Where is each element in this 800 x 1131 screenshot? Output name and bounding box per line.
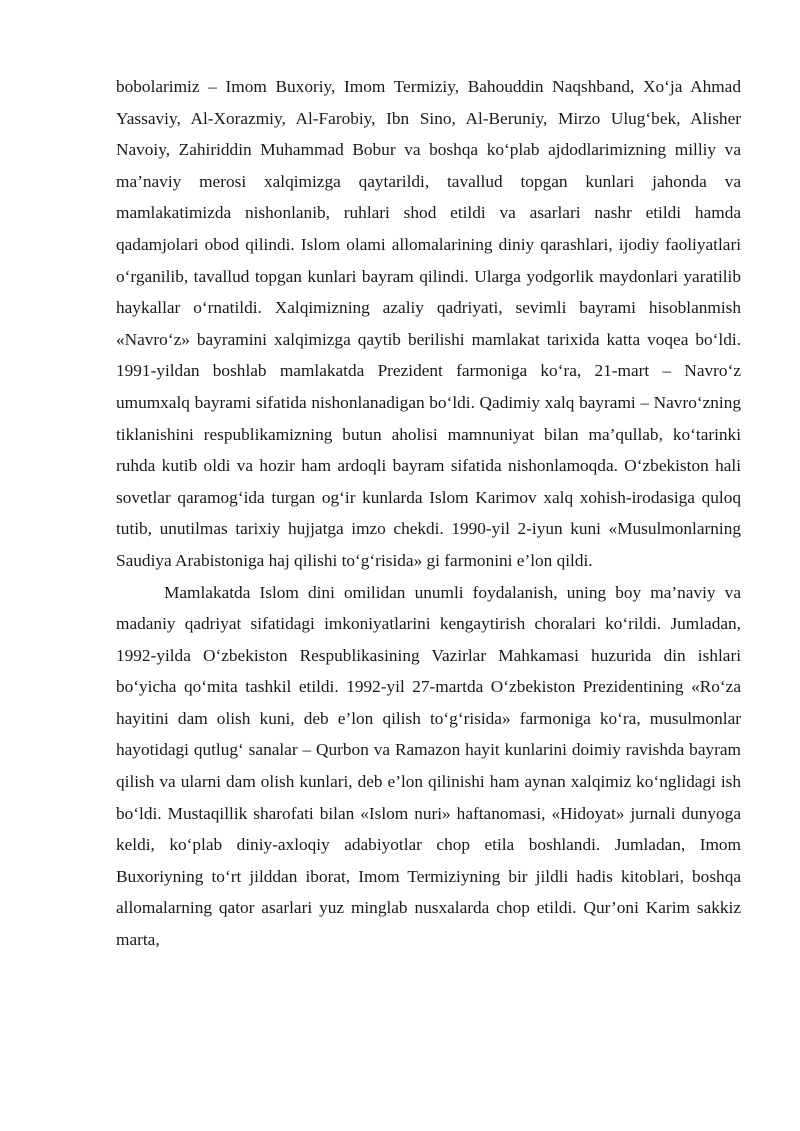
paragraph-islam-policy: Mamlakatda Islom dini omilidan unumli foydalanish, uning boy ma’naviy va madaniy qadriyat sifatidagi imkoniyatlarini kengaytirish choralari ko‘rildi. Jumladan, 1992-yilda O‘zbekiston Respublikasining Vazirlar Mahkamasi huzurida din ishlari bo‘yicha qo‘mita tashkil etildi. 1992-yil 27-martda O‘zbekiston Prezidentining «Ro‘za hayitini dam olish kuni, deb e’lon qilish to‘g‘risida» farmoniga ko‘ra, musulmonlar hayotidagi qutlug‘ sanalar – Qurbon va Ramazon hayit kunlarini doimiy ravishda bayram qilish va ularni dam olish kunlari, deb e’lon qilinishi ham aynan xalqimiz ko‘nglidagi ish bo‘ldi. Mustaqillik sharofati bilan «Islom nuri» haftanomasi, «Hidoyat» jurnali dunyoga keldi, ko‘plab diniy-axloqiy adabiyotlar chop etila boshlandi. Jumladan, Imom Buxoriyning to‘rt jilddan iborat, Imom Termiziyning bir jildli hadis kitoblari, boshqa allomalarning qator asarlari yuz minglab nusxalarda chop etildi. Qur’oni Karim sakkiz marta, xyxy=(116,582,741,950)
document-body xyxy=(116,71,741,956)
paragraph-continued: bobolarimiz – Imom Buxoriy, Imom Termiziy, Bahouddin Naqshband, Xo‘ja Ahmad Yassaviy, Al-Xorazmiy, Al-Farobiy, Ibn Sino, Al-Beruniy, Mirzo Ulug‘bek, Alisher Navoiy, Zahiriddin Muhammad Bobur va boshqa ko‘plab ajdodlarimizning milliy va ma’naviy merosi xalqimizga qaytarildi, tavallud topgan kunlari jahonda va mamlakatimizda nishonlanib, ruhlari shod etildi va asarlari nashr etildi hamda qadamjolari obod qilindi. Islom olami allomalarining diniy qarashlari, ijodiy faoliyatlari o‘rganilib, tavallud topgan kunlari bayram qilindi. Ularga yodgorlik maydonlari yaratilib haykallar o‘rnatildi. Xalqimizning azaliy qadriyati, sevimli bayrami hisoblanmish «Navro‘z» bayramini xalqimizga qaytib berilishi mamlakat tarixida katta voqea bo‘ldi. 1991-yildan boshlab mamlakatda Prezident farmoniga ko‘ra, 21-mart – Navro‘z umumxalq bayrami sifatida nishonlanadigan bo‘ldi. Qadimiy xalq bayrami – Navro‘zning tiklanishini respublikamizning butun aholisi mamnuniyat bilan ma’qullab, ko‘tarinki ruhda kutib oldi va hozir ham ardoqli bayram sifatida nishonlamoqda. O‘zbekiston hali sovetlar qaramog‘ida turgan og‘ir kunlarda Islom Karimov xalq xohish-irodasiga quloq tutib, unutilmas tarixiy hujjatga imzo chekdi. 1990-yil 2-iyun kuni «Musulmonlarning Saudiya Arabistoniga haj qilishi to‘g‘risida» gi farmonini e’lon qildi. xyxy=(116,77,741,570)
